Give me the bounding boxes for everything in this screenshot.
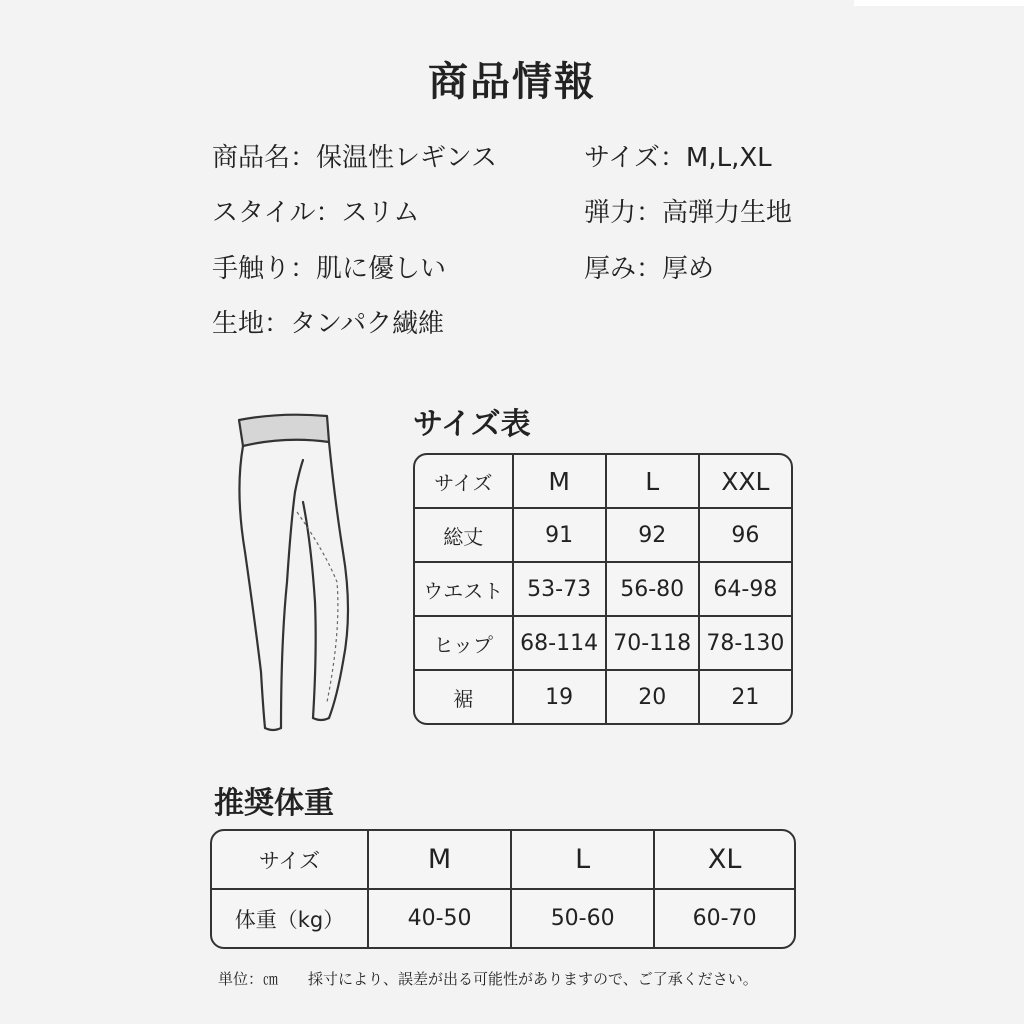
row-label: 総丈	[415, 509, 514, 563]
size-header-cell: サイズ	[415, 455, 514, 509]
table-cell: 21	[731, 684, 760, 710]
table-cell: 70-118	[607, 617, 700, 671]
table-cell: 68-114	[514, 617, 607, 671]
table-cell: 56-80	[607, 563, 700, 617]
row-label: 裾	[415, 671, 514, 723]
size-col-xxl: XXL	[700, 455, 791, 509]
row-label: 体重（kg）	[212, 890, 369, 947]
table-cell: 64-98	[700, 563, 791, 617]
size-col-m: M	[369, 831, 512, 890]
size-header-cell: サイズ	[212, 831, 369, 890]
spec-texture: 手触り：肌に優しい	[212, 254, 447, 284]
table-row	[415, 671, 791, 723]
footnote	[218, 968, 788, 989]
table-cell: 60-70	[692, 906, 757, 931]
spec-style: スタイル：スリム	[212, 198, 420, 228]
table-cell: 78-130	[700, 617, 791, 671]
table-row	[212, 890, 794, 947]
row-label: ウエスト	[415, 563, 514, 617]
page-title: 商品情報	[428, 59, 596, 105]
size-col-l: L	[607, 455, 700, 509]
top-edge-mark	[854, 0, 1024, 6]
row-label: ヒップ	[415, 617, 514, 671]
table-row	[415, 455, 791, 509]
table-cell: 40-50	[369, 890, 512, 947]
spec-elasticity: 弾力：高弾力生地	[584, 198, 793, 228]
table-row	[212, 831, 794, 890]
spec-product-name: 商品名：保温性レギンス	[212, 143, 497, 173]
spec-fabric: 生地：タンパク繊維	[212, 309, 445, 339]
weight-chart-title: 推奨体重	[214, 786, 334, 821]
table-cell: 50-60	[512, 890, 655, 947]
table-cell: 20	[607, 671, 700, 723]
size-chart-title: サイズ表	[413, 407, 531, 442]
table-row	[415, 509, 791, 563]
table-cell: 53-73	[514, 563, 607, 617]
size-chart-table	[413, 453, 793, 725]
size-col-m: M	[514, 455, 607, 509]
table-cell: 92	[607, 509, 700, 563]
table-cell: 91	[514, 509, 607, 563]
table-cell: 96	[700, 509, 791, 563]
disclaimer-note: 採寸により、誤差が出る可能性がありますので、ご了承ください。	[308, 970, 758, 988]
legging-illustration-icon	[225, 402, 375, 742]
table-row	[415, 563, 791, 617]
spec-sizes: サイズ：M,L,XL	[584, 143, 772, 173]
unit-note: 単位：㎝	[218, 970, 279, 988]
table-row	[415, 617, 791, 671]
size-col-l: L	[512, 831, 655, 890]
table-cell: 19	[514, 671, 607, 723]
weight-chart-table	[210, 829, 796, 949]
size-col-xl: XL	[655, 831, 794, 890]
spec-thickness: 厚み：厚め	[584, 254, 715, 284]
